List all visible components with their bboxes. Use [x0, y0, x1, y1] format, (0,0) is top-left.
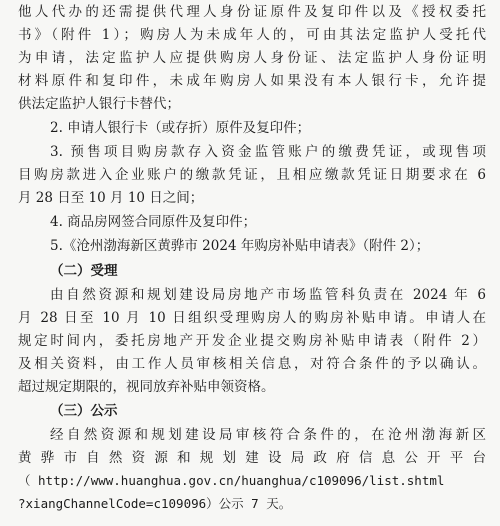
- list-item-3: 3. 预售项目购房款存入资金监管账户的缴费凭证，或现售项: [50, 144, 486, 160]
- list-item-4: 4. 商品房网签合同原件及复印件；: [50, 214, 257, 230]
- text-line-1: 他人代办的还需提供代理人身份证原件及复印件以及《授权委托: [18, 4, 486, 20]
- text-line-20: 黄骅市自然资源和规划建设局政府信息公开平台: [18, 450, 486, 466]
- section-heading-publicity: （三）公示: [50, 403, 118, 419]
- text-line-5: 供法定监护人银行卡替代；: [18, 96, 180, 112]
- text-line-9: 月 28 日至 10 月 10 日之间；: [18, 190, 204, 206]
- list-item-2: 2. 申请人银行卡（或存折）原件及复印件；: [50, 120, 311, 136]
- text-line-8: 目购房款进入企业账户的缴款凭证，且相应缴款凭证日期要求在 6: [18, 167, 486, 183]
- text-line-17: 超过规定期限的，视同放弃补贴申领资格。: [18, 379, 275, 395]
- url-line-2: ?xiangChannelCode=c109096）公示 7 天。: [18, 496, 292, 511]
- section-heading-acceptance: （二）受理: [50, 263, 118, 279]
- text-line-19: 经自然资源和规划建设局审核符合条件的，在沧州渤海新区: [50, 427, 486, 443]
- text-line-3: 为申请，法定监护人应提供购房人身份证、法定监护人身份证明: [18, 50, 486, 66]
- text-line-2: 书》（附件 1）；购房人为未成年人的，可由其法定监护人受托代: [18, 27, 486, 43]
- url-line-1: （ http://www.huanghua.gov.cn/huanghua/c109096/list.shtml: [18, 473, 445, 488]
- text-line-16: 及相关资料，由工作人员审核相关信息，对符合条件的予以确认。: [18, 356, 486, 372]
- text-line-13: 由自然资源和规划建设局房地产市场监管科负责在 2024 年 6: [50, 287, 486, 303]
- text-line-4: 材料原件和复印件，未成年购房人如果没有本人银行卡，允许提: [18, 73, 486, 89]
- list-item-5: 5.《沧州渤海新区黄骅市 2024 年购房补贴申请表》（附件 2）；: [50, 238, 430, 254]
- text-line-15: 规定时间内，委托房地产开发企业提交购房补贴申请表（附件 2）: [18, 333, 486, 349]
- text-line-14: 月 28 日至 10 月 10 日组织受理购房人的购房补贴申请。申请人在: [18, 310, 486, 326]
